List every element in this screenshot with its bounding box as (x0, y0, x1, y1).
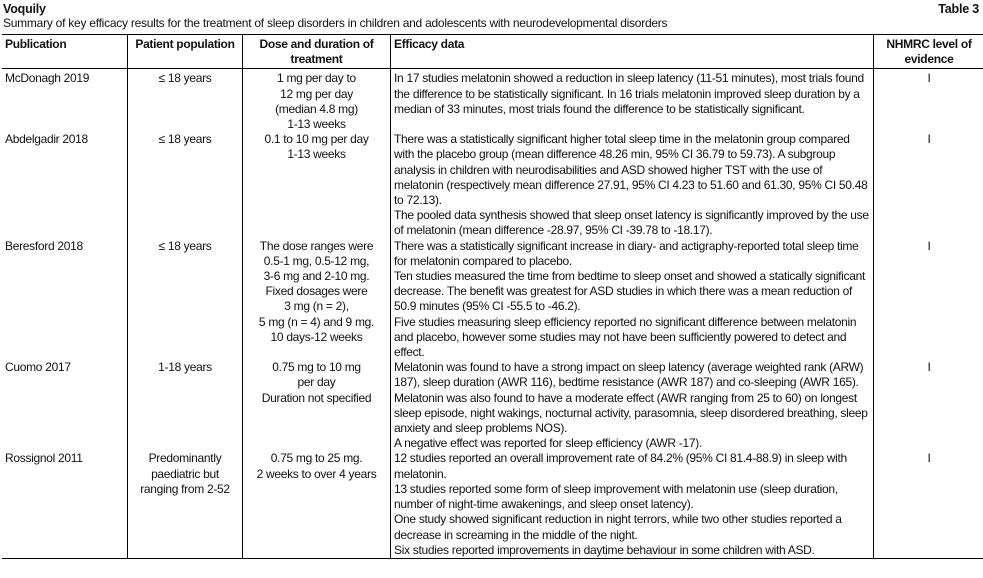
efficacy-paragraph: A negative effect was reported for sleep efficiency (AWR -17). (394, 436, 703, 451)
cell-publication: McDonagh 2019 (5, 71, 90, 86)
cell-patient-population (128, 451, 243, 558)
column-header-nhmrc-level: NHMRC level of evidence (874, 35, 983, 69)
cell-patient-population: ≤ 18 years (128, 69, 243, 132)
cell-efficacy-data (391, 239, 874, 361)
table-row (2, 360, 983, 451)
table-row (2, 69, 983, 132)
cell-publication: Abdelgadir 2018 (5, 132, 88, 147)
dose-line: 1-13 weeks (287, 147, 346, 162)
cell-efficacy-data (391, 360, 874, 451)
dose-line: Duration not specified (261, 390, 372, 405)
dose-line: 1-13 weeks (287, 117, 346, 132)
efficacy-paragraph: Melatonin was found to have a strong impact on sleep latency (average weighted rank (ARW) 187), sleep duration (AWR 116), bedtime resistance (AWR 187) and co-sleeping (AWR 165). (394, 360, 864, 390)
efficacy-paragraph: Melatonin was also found to have a moderate effect (AWR ranging from 25 to 60) on longest sleep episode, night wakings, nocturnal activity, parasomnia, sleep disordered breathing, sleep anxiety and sleep problems NOS). (394, 390, 868, 436)
dose-line: 0.1 to 10 mg per day (264, 132, 369, 147)
cell-dose-duration (243, 360, 391, 451)
cell-nhmrc-level: I (874, 360, 983, 451)
cell-efficacy-data (391, 451, 874, 558)
cell-nhmrc-level: I (874, 132, 983, 238)
efficacy-paragraph: There was a statistically significant increase in diary- and actigraphy-reported total sleep time for melatonin compared to placebo. (394, 238, 859, 268)
column-header-efficacy-data: Efficacy data (391, 35, 874, 69)
efficacy-paragraph: The pooled data synthesis showed that sleep onset latency is significantly improved by the use of melatonin (mean difference -28.97, 95% CI -39.78 to -18.17). (394, 208, 869, 238)
dose-line: 3 mg (n = 2), (284, 299, 349, 314)
table-caption: Summary of key efficacy results for the treatment of sleep disorders in children and adolescents with neurodevelopmental disorders (3, 16, 668, 30)
efficacy-paragraph: There was a statistically significant higher total sleep time in the melatonin group compared with the placebo group (mean difference 48.26 min, 95% CI 36.79 to 59.73). A subgroup analysis in children with neurodisabilities and ASD showed higher TST with the use of melatonin (respectively mean difference 27.91, 95% CI 4.23 to 51.60 and 61.30, 95% CI 50.48 to 72.13). (394, 132, 868, 208)
dose-line: Fixed dosages were (265, 284, 368, 299)
cell-dose-duration (243, 69, 391, 132)
efficacy-paragraph: 12 studies reported an overall improvement rate of 84.2% (95% CI 81.4-88.9) in sleep with melatonin. (394, 451, 847, 481)
population-line: ranging from 2-52 (140, 481, 230, 496)
column-header-patient-population: Patient population (128, 35, 243, 69)
cell-publication: Cuomo 2017 (5, 360, 71, 375)
efficacy-paragraph: Six studies reported improvements in daytime behaviour in some children with ASD. (394, 542, 815, 557)
efficacy-paragraph: One study showed significant reduction in night terrors, while two other studies reported a decrease in screaming in the middle of the night. (394, 512, 842, 542)
table-body (2, 69, 983, 559)
dose-line: (median 4.8 mg) (275, 101, 358, 116)
dose-line: 0.5-1 mg, 0.5-12 mg, (263, 253, 370, 268)
dose-line: 0.75 mg to 25 mg. (270, 451, 363, 466)
dose-line: 3-6 mg and 2-10 mg. (263, 269, 370, 284)
population-line: Predominantly (148, 451, 222, 466)
dose-line: 10 days-12 weeks (270, 329, 363, 344)
dose-line: 12 mg per day (280, 86, 353, 101)
cell-publication: Rossignol 2011 (5, 451, 83, 466)
efficacy-paragraph: 13 studies reported some form of sleep improvement with melatonin use (sleep duration, number of night-time awakenings, and sleep onset latency). (394, 481, 838, 512)
table-row (2, 239, 983, 361)
cell-publication: Beresford 2018 (5, 238, 83, 253)
column-header-dose-duration: Dose and duration of treatment (243, 35, 391, 69)
header-row (2, 35, 983, 69)
efficacy-table (2, 34, 983, 559)
cell-nhmrc-level: I (874, 69, 983, 132)
cell-patient-population: ≤ 18 years (128, 239, 243, 361)
dose-line: 0.75 mg to 10 mg (272, 360, 361, 375)
dose-line: 1 mg per day to (277, 71, 356, 86)
column-header-publication: Publication (5, 37, 67, 51)
table-row (2, 451, 983, 558)
cell-efficacy-data (391, 69, 874, 132)
cell-dose-duration (243, 132, 391, 238)
dose-line: The dose ranges were (259, 238, 374, 253)
efficacy-paragraph: In 17 studies melatonin showed a reduction in sleep latency (11-51 minutes), most trials found the difference to be statistically significant. In 16 trials melatonin improved sleep duration by a median of 33 minutes, most trials found the difference to be statistically significant. (394, 71, 864, 116)
cell-dose-duration (243, 239, 391, 361)
cell-patient-population: ≤ 18 years (128, 132, 243, 238)
table-row (2, 132, 983, 238)
cell-efficacy-data (391, 132, 874, 238)
brand-name: Voquily (3, 2, 46, 16)
cell-patient-population: 1-18 years (128, 360, 243, 451)
efficacy-paragraph: Ten studies measured the time from bedtime to sleep onset and showed a statically significant decrease. The benefit was greatest for ASD studies in which there was a mean reduction of 50.9 minutes (95% CI -55.5 to -46.2). (394, 269, 866, 314)
dose-line: 5 mg (n = 4) and 9 mg. (258, 314, 375, 329)
table-number: Table 3 (938, 2, 979, 16)
efficacy-paragraph: Five studies measuring sleep efficiency reported no significant difference between melatonin and placebo, however some studies may not have been sufficiently powered to detect and effect. (394, 314, 857, 360)
dose-line: 2 weeks to over 4 years (256, 466, 377, 481)
cell-dose-duration (243, 451, 391, 558)
cell-nhmrc-level: I (874, 239, 983, 361)
population-line: paediatric but (151, 466, 219, 481)
dose-line: per day (297, 375, 336, 390)
cell-nhmrc-level: I (874, 451, 983, 558)
